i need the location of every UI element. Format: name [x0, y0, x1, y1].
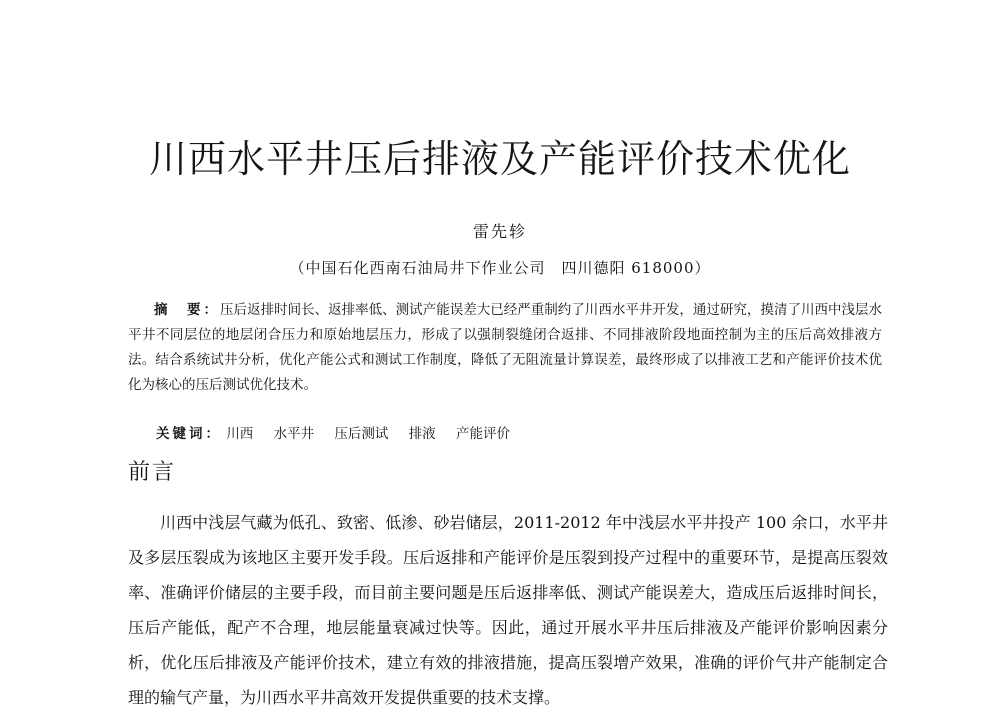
- keyword-item: 川西: [226, 426, 254, 442]
- keyword-item: 压后测试: [334, 426, 389, 442]
- keyword-item: 排液: [408, 426, 436, 442]
- abstract: [128, 298, 882, 398]
- paper-title: 川西水平井压后排液及产能评价技术优化: [148, 137, 851, 181]
- author-affiliation: （中国石化西南石油局井下作业公司 四川德阳 618000）: [289, 259, 711, 277]
- keyword-item: 产能评价: [455, 426, 510, 442]
- abstract-text: 压后返排时间长、返排率低、测试产能误差大已经严重制约了川西水平井开发，通过研究，摸清了川西中浅层水平井不同层位的地层闭合压力和原始地层压力，形成了以强制裂缝闭合返排、不同排液阶段地面控制为主的压后高效排液方法。结合系统试井分析，优化产能公式和测试工作制度，降低了无阻流量计算误差，最终形成了以排液工艺和产能评价技术优化为核心的压后测试优化技术。: [128, 302, 883, 393]
- keyword-item: 水平井: [273, 426, 315, 442]
- author-name: 雷先轸: [472, 222, 527, 241]
- keywords-label: 关键词：: [156, 426, 222, 442]
- section-heading: 前言: [128, 460, 177, 485]
- abstract-label: 摘 要：: [154, 302, 221, 318]
- keywords: [156, 422, 526, 442]
- body-paragraph: 川西中浅层气藏为低孔、致密、低渗、砂岩储层，2011-2012 年中浅层水平井投产 100 余口，水平井及多层压裂成为该地区主要开发手段。压后返排和产能评价是压裂到投产过程中的重要环节，是提高压裂效率、准确评价储层的主要手段，而目前主要问题是压后返排率低、测试产能误差大，造成压后返排时间长，压后产能低，配产不合理，地层能量衰减过快等。因此，通过开展水平井压后排液及产能评价影响因素分析，优化压后排液及产能评价技术，建立有效的排液措施，提高压裂增产效果，准确的评价气井产能制定合理的输气产量，为川西水平井高效开发提供重要的技术支撑。: [128, 513, 888, 707]
